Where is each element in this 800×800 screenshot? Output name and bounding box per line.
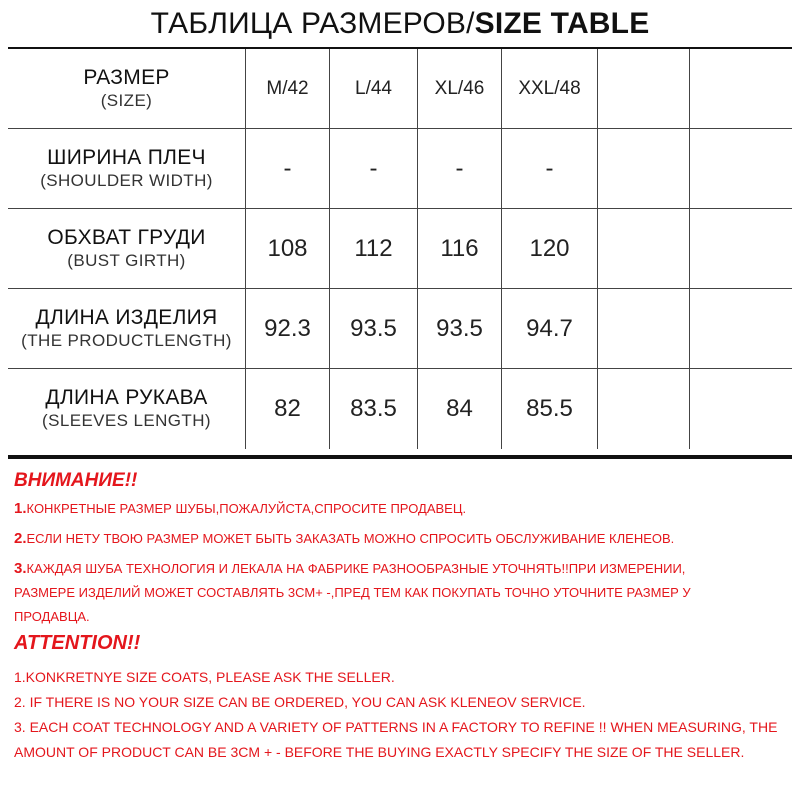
row-label-en: (SHOULDER WIDTH) <box>40 170 213 190</box>
row-label-ru: ШИРИНА ПЛЕЧ <box>47 145 206 169</box>
table-cell: 82 <box>246 369 330 449</box>
header-label-cell <box>8 49 246 128</box>
table-cell <box>598 369 690 449</box>
notice-item-ru <box>14 560 794 578</box>
table-row <box>8 289 792 369</box>
notice-item-en: AMOUNT OF PRODUCT CAN BE 3CM + - BEFORE THE BUYING EXACTLY SPECIFY THE SIZE OF THE SELLER. <box>14 744 745 760</box>
notice-item-ru-continued: ПРОДАВЦА. <box>14 609 90 624</box>
size-header-cell: M/42 <box>246 49 330 128</box>
size-header-cell: L/44 <box>330 49 418 128</box>
row-label-cell <box>8 129 246 208</box>
notice-item-text: КАЖДАЯ ШУБА ТЕХНОЛОГИЯ И ЛЕКАЛА НА ФАБРИКЕ РАЗНООБРАЗНЫЕ УТОЧНЯТЬ!!ПРИ ИЗМЕРЕНИИ, <box>26 561 686 576</box>
notice-heading-ru: ВНИМАНИЕ!! <box>14 470 138 491</box>
notice-item-en: 2. IF THERE IS NO YOUR SIZE CAN BE ORDERED, YOU CAN ASK KLENEOV SERVICE. <box>14 694 586 710</box>
table-cell <box>690 289 792 368</box>
table-cell: - <box>502 129 598 208</box>
size-header-cell <box>598 49 690 128</box>
table-row <box>8 369 792 449</box>
table-cell: 112 <box>330 209 418 288</box>
table-cell <box>690 209 792 288</box>
notice-heading-en: ATTENTION!! <box>14 632 141 654</box>
table-cell: 116 <box>418 209 502 288</box>
size-label-ru: РАЗМЕР <box>83 65 170 89</box>
notice-item-ru <box>14 530 794 548</box>
row-label-en: (BUST GIRTH) <box>67 250 186 270</box>
size-header-cell <box>690 49 792 128</box>
page-title <box>0 4 800 44</box>
table-cell: - <box>246 129 330 208</box>
notice-item-en: 3. EACH COAT TECHNOLOGY AND A VARIETY OF PATTERNS IN A FACTORY TO REFINE !! WHEN MEASURING, THE <box>14 719 778 735</box>
notice-item-number: 2. <box>14 530 27 547</box>
table-cell <box>598 129 690 208</box>
notice-item-en: 1.KONKRETNYE SIZE COATS, PLEASE ASK THE SELLER. <box>14 669 395 685</box>
table-header-row <box>8 49 792 129</box>
table-cell: 120 <box>502 209 598 288</box>
row-label-ru: ДЛИНА ИЗДЕЛИЯ <box>35 305 218 329</box>
notice-item-number: 1. <box>14 500 27 517</box>
title-en: SIZE TABLE <box>474 7 650 40</box>
row-label-ru: ДЛИНА РУКАВА <box>45 386 208 409</box>
table-cell <box>598 289 690 368</box>
table-cell <box>690 369 792 449</box>
notice-item-text: КОНКРЕТНЫЕ РАЗМЕР ШУБЫ,ПОЖАЛУЙСТА,СПРОСИТЕ ПРОДАВЕЦ. <box>26 501 467 516</box>
table-cell: 83.5 <box>330 369 418 449</box>
table-row <box>8 209 792 289</box>
table-cell: 94.7 <box>502 289 598 368</box>
size-header-cell: XL/46 <box>418 49 502 128</box>
row-label-en: (THE PRODUCTLENGTH) <box>21 330 232 350</box>
size-label-en: (SIZE) <box>100 90 153 110</box>
row-label-cell <box>8 289 246 368</box>
notice-item-number: 3. <box>14 560 27 577</box>
size-header-cell: XXL/48 <box>502 49 598 128</box>
table-cell: 108 <box>246 209 330 288</box>
notice-item-ru <box>14 500 794 518</box>
title-ru: ТАБЛИЦА РАЗМЕРОВ/ <box>150 7 475 40</box>
size-table <box>8 47 792 459</box>
notes-section <box>14 468 794 761</box>
table-cell: 85.5 <box>502 369 598 449</box>
row-label-en: (SLEEVES LENGTH) <box>42 411 211 430</box>
table-cell: 84 <box>418 369 502 449</box>
table-cell: 93.5 <box>330 289 418 368</box>
table-cell: 92.3 <box>246 289 330 368</box>
table-cell: - <box>418 129 502 208</box>
notice-item-ru-continued: РАЗМЕРЕ ИЗДЕЛИЙ МОЖЕТ СОСТАВЛЯТЬ 3СМ+ -,ПРЕД ТЕМ КАК ПОКУПАТЬ ТОЧНО УТОЧНИТЕ РАЗМЕР У <box>14 585 691 600</box>
table-cell <box>598 209 690 288</box>
row-label-cell <box>8 209 246 288</box>
row-label-ru: ОБХВАТ ГРУДИ <box>47 225 206 249</box>
table-cell <box>690 129 792 208</box>
row-label-cell <box>8 369 246 449</box>
table-cell: - <box>330 129 418 208</box>
notice-item-text: ЕСЛИ НЕТУ ТВОЮ РАЗМЕР МОЖЕТ БЫТЬ ЗАКАЗАТЬ МОЖНО СПРОСИТЬ ОБСЛУЖИВАНИЕ КЛЕНЕОВ. <box>26 531 675 546</box>
table-row <box>8 129 792 209</box>
table-cell: 93.5 <box>418 289 502 368</box>
